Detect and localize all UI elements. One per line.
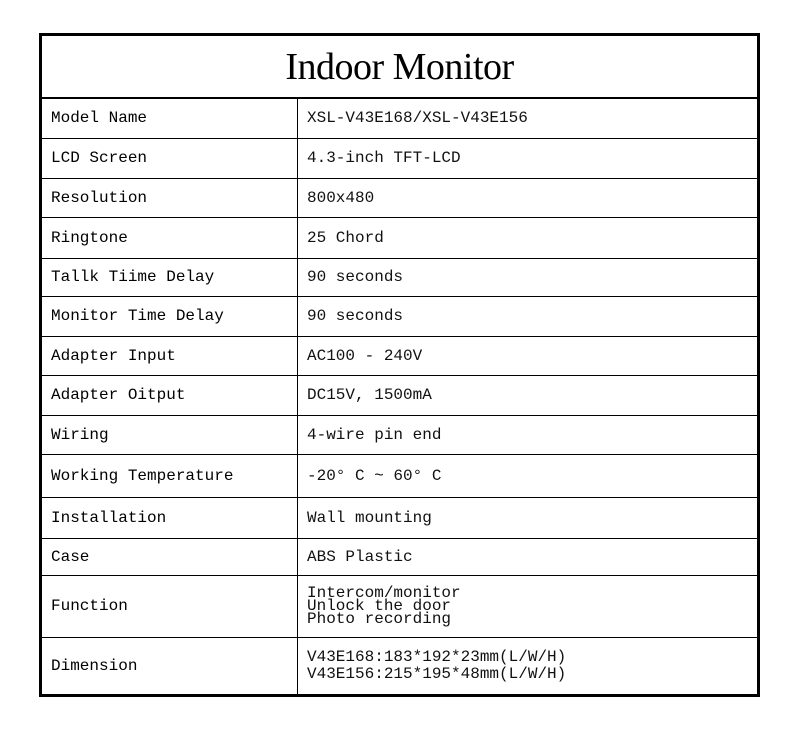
spec-label: LCD Screen <box>42 138 298 178</box>
table-row <box>42 99 757 138</box>
spec-label: Working Temperature <box>42 454 298 497</box>
table-row <box>42 217 757 258</box>
spec-label: Installation <box>42 497 298 538</box>
table-row <box>42 296 757 336</box>
spec-sheet <box>39 33 760 697</box>
sheet-title: Indoor Monitor <box>42 36 757 99</box>
spec-value: 800x480 <box>298 178 758 217</box>
spec-value: XSL-V43E168/XSL-V43E156 <box>298 99 758 138</box>
table-row <box>42 336 757 375</box>
spec-value: AC100 - 240V <box>298 336 758 375</box>
table-row <box>42 178 757 217</box>
table-row <box>42 575 757 637</box>
spec-value: DC15V, 1500mA <box>298 375 758 415</box>
spec-label: Function <box>42 575 298 637</box>
spec-value: 90 seconds <box>298 258 758 296</box>
spec-value-multiline <box>298 575 758 637</box>
dimension-line: V43E156:215*195*48mm(L/W/H) <box>307 665 567 684</box>
spec-label: Case <box>42 538 298 575</box>
spec-value-multiline <box>298 637 758 695</box>
table-row <box>42 375 757 415</box>
spec-label: Monitor Time Delay <box>42 296 298 336</box>
spec-label: Wiring <box>42 415 298 454</box>
spec-value: 90 seconds <box>298 296 758 336</box>
spec-value: 25 Chord <box>298 217 758 258</box>
table-row <box>42 454 757 497</box>
function-line: Unlock the door <box>307 596 452 615</box>
function-line: Photo recording <box>307 609 452 628</box>
spec-label: Model Name <box>42 99 298 138</box>
table-row <box>42 497 757 538</box>
dimension-line: V43E168:183*192*23mm(L/W/H) <box>307 648 567 667</box>
table-row <box>42 258 757 296</box>
spec-table <box>42 99 757 695</box>
spec-value: -20° C ~ 60° C <box>298 454 758 497</box>
spec-value: 4-wire pin end <box>298 415 758 454</box>
spec-label: Dimension <box>42 637 298 695</box>
spec-label: Adapter Input <box>42 336 298 375</box>
spec-value: Wall mounting <box>298 497 758 538</box>
spec-value: ABS Plastic <box>298 538 758 575</box>
table-row <box>42 415 757 454</box>
table-row <box>42 637 757 695</box>
spec-label: Resolution <box>42 178 298 217</box>
spec-label: Tallk Tiime Delay <box>42 258 298 296</box>
spec-label: Ringtone <box>42 217 298 258</box>
table-row <box>42 538 757 575</box>
spec-value: 4.3-inch TFT-LCD <box>298 138 758 178</box>
function-line: Intercom/monitor <box>307 583 461 602</box>
table-row <box>42 138 757 178</box>
spec-label: Adapter Oitput <box>42 375 298 415</box>
